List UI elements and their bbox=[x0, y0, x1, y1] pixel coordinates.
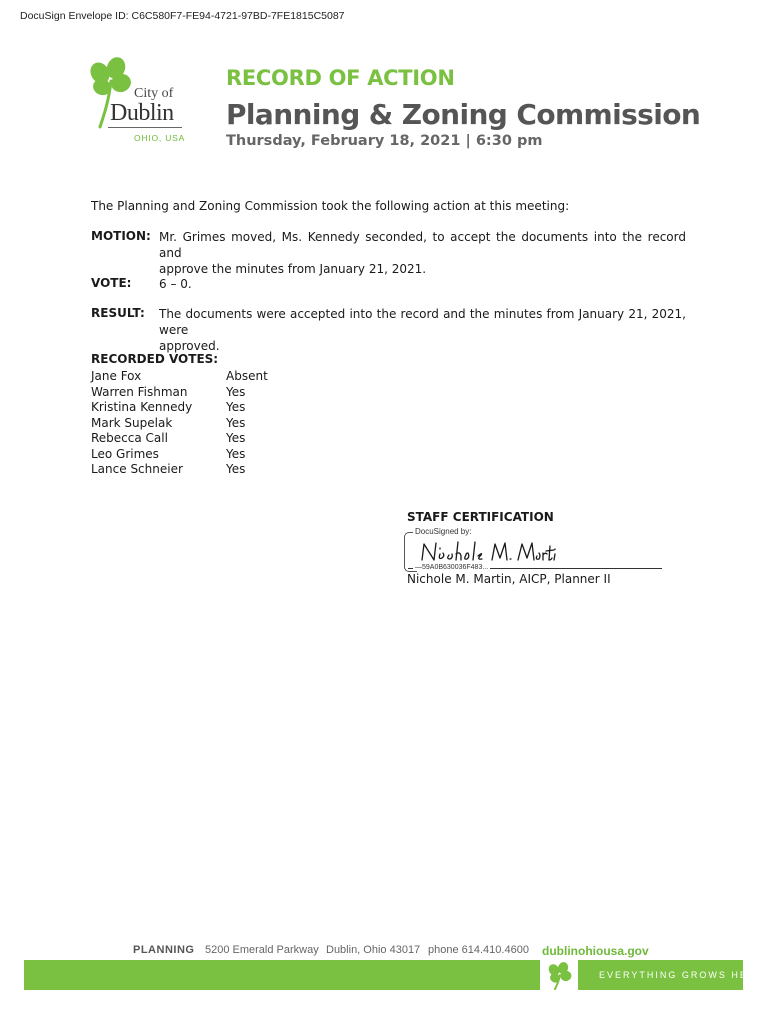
voter-name: Lance Schneier bbox=[91, 462, 183, 476]
result-line-2: approved. bbox=[159, 339, 220, 353]
vote-row bbox=[91, 369, 268, 385]
signer-name: Nichole M. Martin, AICP, Planner II bbox=[407, 572, 611, 586]
voter-vote: Yes bbox=[226, 400, 246, 414]
voter-vote: Absent bbox=[226, 369, 268, 383]
record-of-action-heading: RECORD OF ACTION bbox=[226, 66, 455, 90]
result-line-1: The documents were accepted into the record and the minutes from January 21, 2021, were bbox=[159, 307, 686, 337]
vote-row bbox=[91, 447, 268, 463]
footer-address: 5200 Emerald Parkway bbox=[205, 944, 319, 956]
voter-vote: Yes bbox=[226, 462, 246, 476]
voter-vote: Yes bbox=[226, 446, 246, 461]
voter-vote: Yes bbox=[226, 431, 246, 445]
logo-city-of: City of bbox=[134, 86, 174, 101]
footer-tagline: EVERYTHING GROWS HERE. bbox=[599, 970, 769, 980]
voter-name: Mark Supelak bbox=[91, 415, 173, 430]
vote-row bbox=[91, 462, 268, 478]
motion-line-1: Mr. Grimes moved, Ms. Kennedy seconded, to accept the documents into the record and bbox=[159, 230, 686, 260]
handwritten-signature bbox=[418, 534, 558, 568]
commission-title: Planning & Zoning Commission bbox=[226, 98, 701, 131]
signature-id: —59A0B630036F483... bbox=[415, 564, 489, 571]
voter-name: Leo Grimes bbox=[91, 446, 159, 461]
voter-name: Jane Fox bbox=[91, 369, 142, 383]
voter-name: Rebecca Call bbox=[91, 431, 168, 445]
vote-row bbox=[91, 385, 268, 401]
logo-dublin: Dublin bbox=[110, 100, 174, 126]
staff-certification-title: STAFF CERTIFICATION bbox=[407, 510, 554, 524]
motion-line-2: approve the minutes from January 21, 2021. bbox=[159, 262, 427, 276]
intro-text: The Planning and Zoning Commission took the following action at this meeting: bbox=[91, 199, 570, 213]
docusigned-by-label: DocuSigned by: bbox=[415, 527, 472, 536]
recorded-votes-list bbox=[91, 369, 268, 478]
footer-website-link[interactable]: dublinohiousa.gov bbox=[542, 944, 649, 958]
result-text bbox=[159, 306, 686, 354]
voter-name: Warren Fishman bbox=[91, 384, 188, 399]
shamrock-footer-icon bbox=[546, 962, 576, 990]
vote-row bbox=[91, 431, 268, 447]
result-label: RESULT: bbox=[91, 306, 145, 320]
vote-label: VOTE: bbox=[91, 276, 132, 290]
logo-state: OHIO, USA bbox=[134, 133, 186, 143]
voter-name: Kristina Kennedy bbox=[91, 400, 193, 414]
footer-phone: phone 614.410.4600 bbox=[428, 944, 529, 956]
docusign-envelope-id: DocuSign Envelope ID: C6C580F7-FE94-4721-97BD-7FE1815C5087 bbox=[20, 10, 345, 22]
vote-row bbox=[91, 416, 268, 432]
vote-row bbox=[91, 400, 268, 416]
footer-city: Dublin, Ohio 43017 bbox=[326, 944, 421, 956]
meeting-date: Thursday, February 18, 2021 | 6:30 pm bbox=[226, 133, 543, 149]
vote-value: 6 – 0. bbox=[159, 277, 192, 291]
voter-vote: Yes bbox=[226, 384, 246, 399]
recorded-votes-title: RECORDED VOTES: bbox=[91, 352, 219, 366]
footer-department: PLANNING bbox=[133, 944, 195, 956]
logo-divider bbox=[108, 127, 182, 128]
voter-vote: Yes bbox=[226, 415, 246, 430]
motion-text bbox=[159, 229, 686, 277]
motion-label: MOTION: bbox=[91, 229, 151, 243]
